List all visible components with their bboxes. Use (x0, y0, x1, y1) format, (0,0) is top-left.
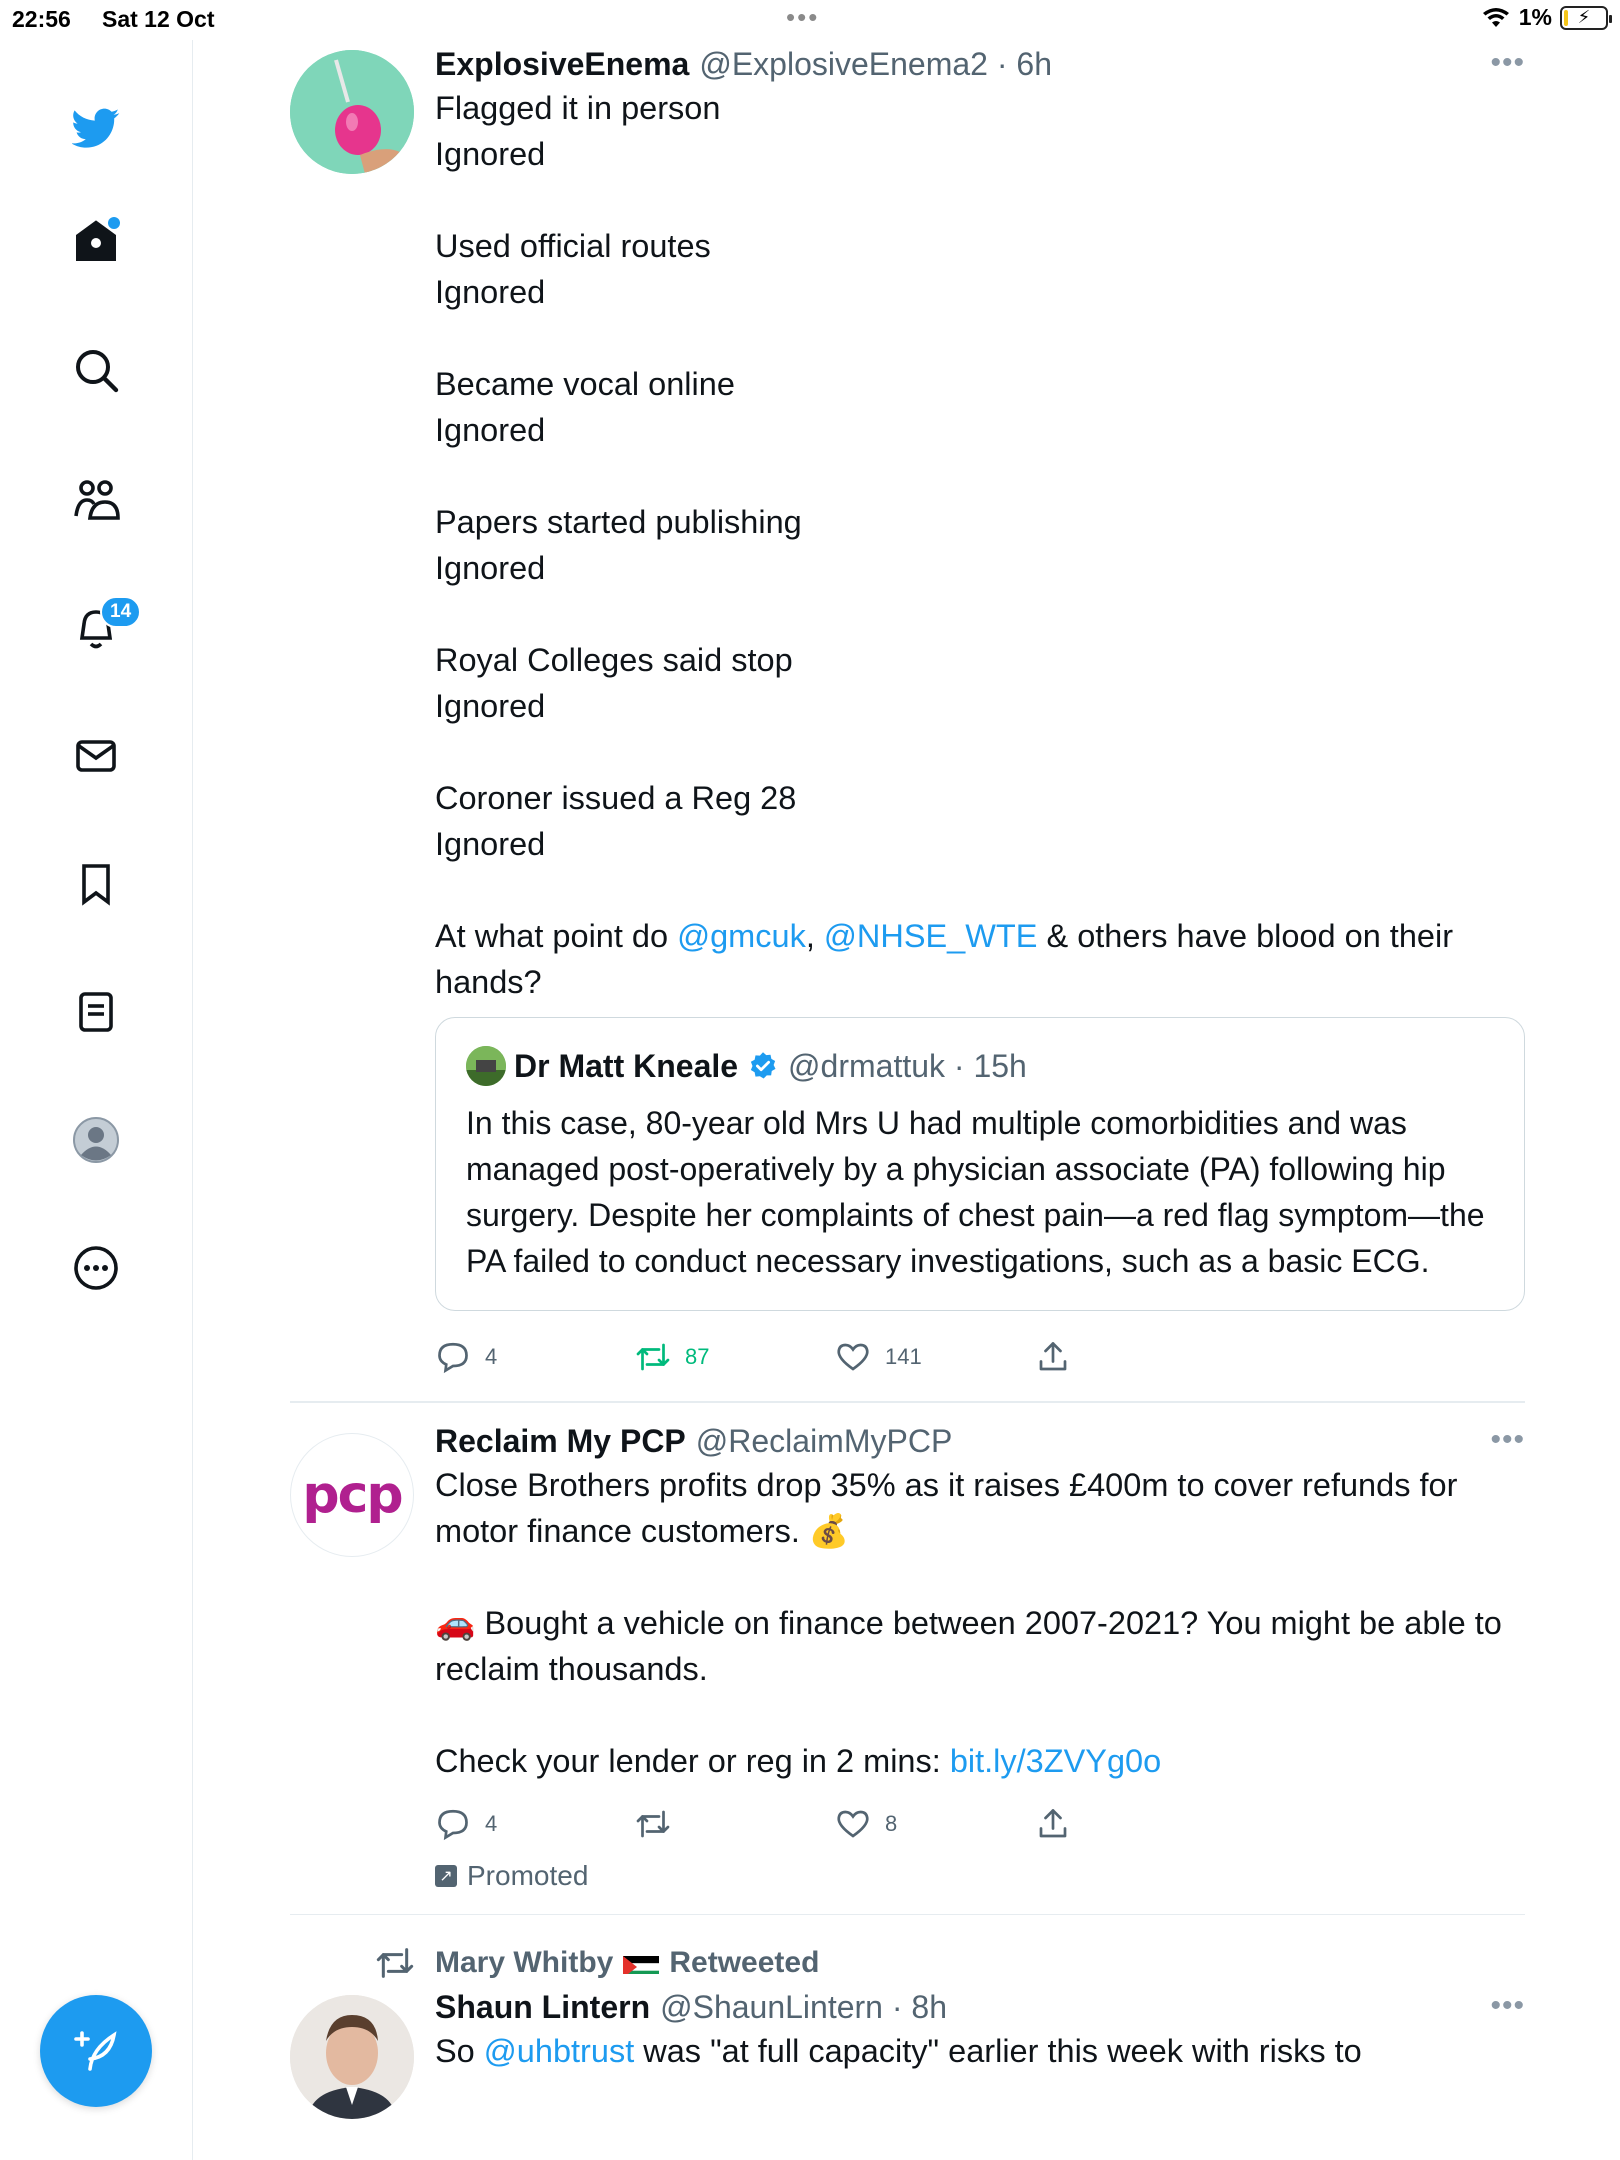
tweet-text (435, 1462, 1525, 1784)
tweet-closing-line (435, 913, 1525, 1005)
retweet-icon (635, 1806, 671, 1842)
tweet-line: Ignored (435, 550, 546, 586)
url-link[interactable]: bit.ly/3ZVYg0o (949, 1742, 1162, 1779)
author-name[interactable]: ExplosiveEnema (435, 46, 690, 82)
status-time: 22:56 (12, 6, 71, 32)
wifi-icon (1481, 6, 1511, 30)
profile-icon[interactable] (58, 1102, 134, 1178)
retweeter-name[interactable]: Mary Whitby (435, 1946, 614, 1979)
compose-tweet-icon[interactable] (40, 1995, 152, 2107)
tweet-line: Papers started publishing (435, 504, 802, 540)
communities-icon[interactable] (58, 462, 134, 538)
tweet-line: Close Brothers profits drop 35% as it raises £400m to cover refunds for motor finance customers. 💰 (435, 1466, 1458, 1549)
text-fragment: At what point do (435, 918, 678, 954)
tweet-line: Ignored (435, 412, 546, 448)
pcp-logo: pcp (302, 1464, 402, 1525)
like-button[interactable] (835, 1806, 1035, 1842)
avatar[interactable] (290, 1433, 414, 1557)
mention-link[interactable]: @gmcuk (677, 918, 806, 954)
quote-text: In this case, 80-year old Mrs U had multiple comorbidities and was managed post-operatively by a physician associate (PA) following hip surgery. Despite her complaints of chest pain—a red flag symptom—the PA failed to conduct necessary investigations, such as a basic ECG. (466, 1105, 1485, 1279)
avatar[interactable] (290, 1995, 414, 2119)
verified-badge-icon (748, 1051, 778, 1081)
tweet-line: Became vocal online (435, 366, 735, 402)
promoted-label (435, 1860, 1525, 1892)
share-icon (1035, 1806, 1071, 1842)
share-button[interactable] (1035, 1339, 1071, 1375)
status-bar (0, 0, 1620, 40)
bookmark-icon[interactable] (58, 846, 134, 922)
promoted-icon: ↗ (435, 1865, 457, 1887)
retweeted-by[interactable] (375, 1943, 1525, 1983)
retweet-button[interactable] (635, 1806, 835, 1842)
more-options-icon[interactable]: ••• (1490, 46, 1525, 79)
reply-icon (435, 1339, 471, 1375)
tweet-text (435, 85, 1525, 1005)
quote-avatar (466, 1046, 506, 1086)
promoted-text: Promoted (467, 1859, 589, 1891)
battery-icon: ⚡ (1560, 6, 1608, 30)
text-fragment: Check your lender or reg in 2 mins: (435, 1742, 950, 1779)
author-name[interactable]: Shaun Lintern (435, 1989, 651, 2025)
twitter-bird-icon[interactable] (58, 90, 134, 166)
tweet-shaunlintern[interactable] (290, 1915, 1525, 2074)
status-date: Sat 12 Oct (102, 6, 215, 32)
tweet-line: Flagged it in person (435, 90, 721, 126)
author-name[interactable]: Reclaim My PCP (435, 1422, 686, 1459)
retweeted-label: Retweeted (669, 1946, 820, 1979)
status-right (1481, 4, 1608, 31)
tweet-text (435, 2028, 1525, 2074)
reply-count: 4 (485, 1344, 498, 1369)
tweet-line: Royal Colleges said stop (435, 642, 793, 678)
author-handle[interactable]: @ShaunLintern · 8h (660, 1989, 947, 2025)
retweet-icon (375, 1943, 415, 1983)
quoted-tweet[interactable] (435, 1017, 1525, 1311)
sidebar-nav (0, 40, 193, 2160)
battery-percent: 1% (1518, 4, 1552, 30)
text-fragment: So (435, 2033, 484, 2069)
reply-icon (435, 1806, 471, 1842)
text-fragment: , (805, 918, 824, 954)
retweet-button[interactable] (635, 1339, 835, 1375)
reply-count: 4 (485, 1810, 498, 1836)
like-button[interactable] (835, 1339, 1035, 1375)
multitasking-dots-icon[interactable]: ••• (786, 2, 820, 32)
reply-button[interactable] (435, 1806, 635, 1842)
heart-icon (835, 1339, 871, 1375)
messages-icon[interactable] (58, 718, 134, 794)
avatar[interactable] (290, 50, 414, 174)
lists-icon[interactable] (58, 974, 134, 1050)
notifications-badge: 14 (100, 596, 141, 628)
more-icon[interactable] (58, 1230, 134, 1306)
search-icon[interactable] (58, 332, 134, 408)
tweet-line: Ignored (435, 274, 546, 310)
share-icon (1035, 1339, 1071, 1375)
tweet-line: Coroner issued a Reg 28 (435, 780, 797, 816)
more-options-icon[interactable]: ••• (1490, 1989, 1525, 2022)
text-fragment: & others have blood on their hands? (435, 918, 1454, 1000)
tweet-line: Ignored (435, 136, 546, 172)
tweet-line: Used official routes (435, 228, 711, 264)
tweet-explosiveenema[interactable] (290, 40, 1525, 1403)
heart-icon (835, 1806, 871, 1842)
quote-author-name[interactable]: Dr Matt Kneale (514, 1047, 739, 1084)
tweet-reclaimmypcp[interactable] (290, 1403, 1525, 1916)
author-handle[interactable]: @ExplosiveEnema2 · 6h (699, 46, 1052, 82)
like-count: 8 (885, 1810, 898, 1836)
author-handle[interactable]: @ReclaimMyPCP (695, 1422, 953, 1459)
share-button[interactable] (1035, 1806, 1071, 1842)
timeline (290, 40, 1525, 2074)
more-options-icon[interactable]: ••• (1490, 1422, 1525, 1456)
tweet-line: Ignored (435, 826, 546, 862)
reply-button[interactable] (435, 1339, 635, 1375)
mention-link[interactable]: @uhbtrust (483, 2033, 635, 2069)
retweet-icon (635, 1339, 671, 1375)
text-fragment: was "at full capacity" earlier this week with risks to (634, 2033, 1362, 2069)
tweet-actions (435, 1802, 1525, 1846)
notifications-icon[interactable] (58, 590, 134, 666)
quote-author-handle[interactable]: @drmattuk · 15h (788, 1047, 1027, 1084)
home-icon[interactable] (58, 203, 134, 279)
palestine-flag-icon (623, 1952, 659, 1974)
retweet-count: 87 (685, 1344, 710, 1369)
like-count: 141 (885, 1344, 922, 1369)
tweet-line: Ignored (435, 688, 546, 724)
mention-link[interactable]: @NHSE_WTE (823, 918, 1038, 954)
tweet-line (435, 1738, 1525, 1784)
tweet-actions (435, 1335, 1525, 1379)
tweet-line: 🚗 Bought a vehicle on finance between 2007-2021? You might be able to reclaim thousands. (435, 1604, 1502, 1687)
